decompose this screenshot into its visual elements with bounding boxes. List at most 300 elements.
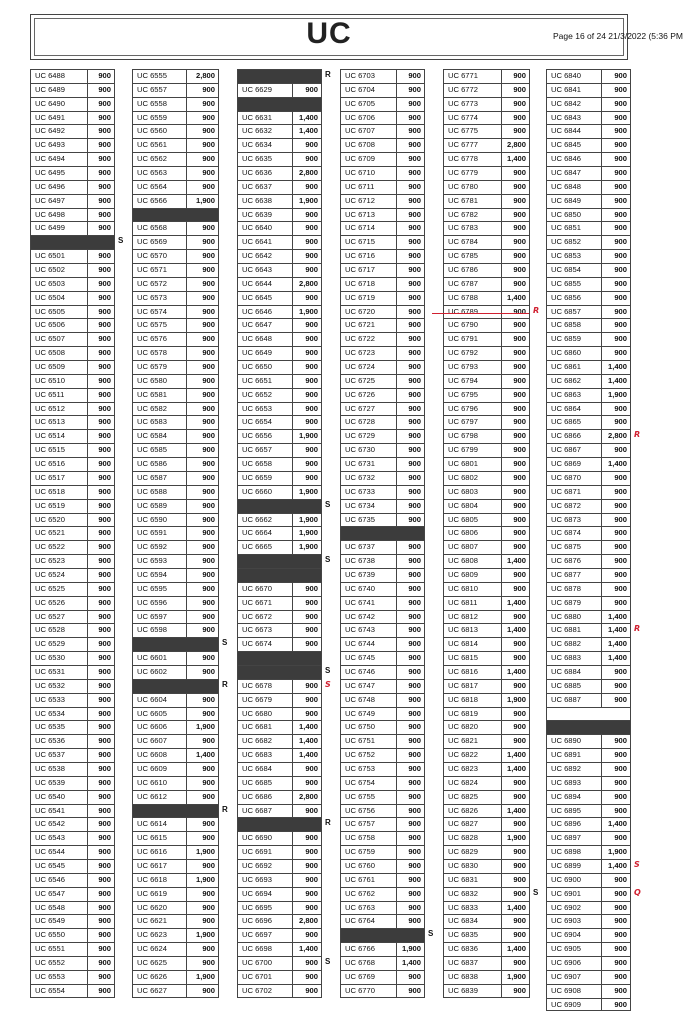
entry-code: UC 6549 (35, 916, 65, 926)
column-divider (501, 957, 502, 970)
column-divider (501, 652, 502, 665)
column-divider (396, 805, 397, 818)
entry-cell (30, 69, 115, 83)
column-divider (501, 749, 502, 762)
column-divider (501, 777, 502, 790)
column-divider (601, 832, 602, 845)
column-divider (87, 846, 88, 859)
entry-code: UC 6557 (137, 84, 167, 94)
entry-code: UC 6607 (137, 736, 167, 746)
entry-code: UC 6503 (35, 278, 65, 288)
status-mark: S (325, 679, 331, 689)
entry-code: UC 6785 (448, 251, 478, 261)
entry-cell (237, 859, 322, 873)
column-divider (601, 514, 602, 527)
entry-value: 900 (408, 985, 421, 995)
entry-code: UC 6839 (448, 985, 478, 995)
entry-value: 900 (408, 583, 421, 593)
entry-code: UC 6707 (345, 126, 375, 136)
entry-code: UC 6894 (551, 791, 581, 801)
column-divider (186, 721, 187, 734)
entry-cell (443, 831, 530, 845)
entry-cell (443, 526, 530, 540)
column-divider (501, 472, 502, 485)
entry-value: 900 (513, 500, 526, 510)
entry-cell (30, 443, 115, 457)
column-divider (396, 139, 397, 152)
entry-cell (340, 263, 425, 277)
entry-cell (30, 388, 115, 402)
entry-code: UC 6743 (345, 625, 375, 635)
column-divider (396, 333, 397, 346)
column-divider (601, 389, 602, 402)
entry-value: 900 (98, 251, 111, 261)
entry-value: 900 (98, 569, 111, 579)
entry-cell (443, 970, 530, 984)
column-divider (396, 167, 397, 180)
entry-value: 900 (98, 847, 111, 857)
entry-code: UC 6841 (551, 84, 581, 94)
entry-cell (30, 194, 115, 208)
column-divider (396, 888, 397, 901)
entry-value: 900 (98, 154, 111, 164)
entry-value: 900 (513, 514, 526, 524)
entry-code: UC 6783 (448, 223, 478, 233)
entry-cell (340, 720, 425, 734)
column-divider (601, 250, 602, 263)
column-divider (292, 250, 293, 263)
entry-cell (443, 859, 530, 873)
column-divider (501, 125, 502, 138)
column-divider (396, 181, 397, 194)
entry-value: 900 (614, 320, 627, 330)
entry-value: 900 (513, 126, 526, 136)
entry-cell (132, 83, 219, 97)
entry-code: UC 6852 (551, 237, 581, 247)
column-divider (186, 514, 187, 527)
column-divider (501, 694, 502, 707)
column-divider (292, 943, 293, 956)
column-divider (292, 638, 293, 651)
entry-value: 900 (614, 763, 627, 773)
entry-code: UC 6807 (448, 542, 478, 552)
entry-code: UC 6792 (448, 348, 478, 358)
entry-value: 900 (614, 805, 627, 815)
entry-value: 900 (98, 694, 111, 704)
entry-cell (132, 152, 219, 166)
column-divider (396, 763, 397, 776)
entry-cell (30, 415, 115, 429)
entry-value: 900 (408, 916, 421, 926)
entry-cell (237, 388, 322, 402)
column-divider (501, 721, 502, 734)
column-divider (396, 985, 397, 997)
entry-value: 900 (202, 389, 215, 399)
entry-code: UC 6829 (448, 847, 478, 857)
column-divider (292, 209, 293, 222)
entry-cell (132, 817, 219, 831)
status-mark: S (533, 887, 539, 897)
entry-value: 1,400 (401, 958, 421, 967)
entry-cell (546, 429, 631, 443)
entry-cell (30, 83, 115, 97)
entry-value: 900 (305, 625, 318, 635)
entry-value: 900 (408, 168, 421, 178)
column-divider (501, 430, 502, 443)
entry-cell (237, 235, 322, 249)
column-divider (186, 555, 187, 568)
entry-code: UC 6566 (137, 195, 167, 205)
entry-cell (443, 97, 530, 111)
entry-code: UC 6887 (551, 694, 581, 704)
entry-code: UC 6696 (242, 916, 272, 926)
entry-cell (443, 318, 530, 332)
entry-code: UC 6755 (345, 791, 375, 801)
entry-value: 900 (98, 833, 111, 843)
entry-value: 1,400 (298, 736, 318, 746)
entry-value: 900 (98, 112, 111, 122)
column-divider (186, 832, 187, 845)
entry-value: 900 (614, 306, 627, 316)
entry-value: 1,400 (607, 611, 627, 621)
status-mark: R (325, 70, 331, 79)
entry-value: 900 (614, 750, 627, 760)
page-info: Page 16 of 24 21/3/2022 (5:36 PM (553, 31, 683, 41)
entry-value: 900 (513, 847, 526, 857)
entry-code: UC 6572 (137, 278, 167, 288)
entry-cell (443, 540, 530, 554)
column-divider (601, 638, 602, 651)
entry-cell (237, 471, 322, 485)
column-divider (601, 749, 602, 762)
entry-value: 900 (305, 154, 318, 164)
entry-cell (30, 263, 115, 277)
entry-cell (132, 318, 219, 332)
entry-value: 900 (408, 403, 421, 413)
column-divider (501, 181, 502, 194)
entry-cell (30, 138, 115, 152)
entry-cell (340, 69, 425, 83)
entry-value: 900 (614, 888, 627, 898)
entry-value: 900 (614, 265, 627, 275)
column-divider (87, 666, 88, 679)
entry-code: UC 6514 (35, 431, 65, 441)
entry-code: UC 6713 (345, 209, 375, 219)
entry-code: UC 6774 (448, 112, 478, 122)
column-divider (601, 112, 602, 125)
entry-cell (237, 914, 322, 928)
entry-value: 900 (98, 680, 111, 690)
entry-code: UC 6770 (345, 985, 375, 995)
entry-value: 900 (305, 265, 318, 275)
entry-code: UC 6878 (551, 583, 581, 593)
column-divider (501, 680, 502, 693)
entry-value: 900 (614, 223, 627, 233)
entry-cell (443, 152, 530, 166)
entry-code: UC 6885 (551, 680, 581, 690)
entry-code: UC 6593 (137, 556, 167, 566)
entry-value: 900 (513, 251, 526, 261)
entry-code: UC 6825 (448, 791, 478, 801)
column-divider (87, 347, 88, 360)
entry-cell (30, 346, 115, 360)
entry-value: 900 (202, 472, 215, 482)
column-divider (87, 555, 88, 568)
entry-value: 2,800 (298, 168, 318, 178)
status-mark: R (533, 305, 540, 315)
entry-value: 1,900 (506, 833, 526, 843)
entry-code: UC 6804 (448, 500, 478, 510)
entry-value: 900 (98, 805, 111, 815)
entry-value: 900 (98, 930, 111, 940)
entry-value: 900 (408, 542, 421, 552)
entry-value: 900 (98, 71, 111, 80)
column-divider (501, 209, 502, 222)
entry-code: UC 6750 (345, 722, 375, 732)
entry-code: UC 6813 (448, 625, 478, 635)
entry-code: UC 6824 (448, 777, 478, 787)
column-divider (87, 652, 88, 665)
entry-code: UC 6748 (345, 694, 375, 704)
entry-cell (546, 69, 631, 83)
entry-cell (443, 83, 530, 97)
entry-cell (340, 346, 425, 360)
entry-cell (443, 804, 530, 818)
entry-value: 900 (513, 736, 526, 746)
entry-code: UC 6821 (448, 736, 478, 746)
column-divider (87, 278, 88, 291)
entry-cell (443, 984, 530, 998)
column-divider (601, 999, 602, 1011)
entry-code: UC 6511 (35, 389, 65, 399)
entry-value: 900 (98, 265, 111, 275)
entry-value: 1,900 (195, 722, 215, 732)
entry-cell (340, 665, 425, 679)
entry-code: UC 6879 (551, 597, 581, 607)
column-divider (501, 375, 502, 388)
entry-code: UC 6521 (35, 528, 65, 538)
entry-cell (132, 443, 219, 457)
entry-value: 900 (202, 944, 215, 954)
entry-code: UC 6638 (242, 195, 272, 205)
column-divider (186, 292, 187, 305)
entry-value: 900 (513, 98, 526, 108)
entry-code: UC 6909 (551, 999, 581, 1009)
entry-cell (132, 221, 219, 235)
entry-cell (340, 83, 425, 97)
entry-value: 900 (614, 348, 627, 358)
entry-cell (546, 540, 631, 554)
entry-value: 900 (614, 154, 627, 164)
entry-cell (443, 665, 530, 679)
entry-code: UC 6778 (448, 154, 478, 164)
entry-code: UC 6818 (448, 694, 478, 704)
entry-value: 1,400 (298, 126, 318, 136)
entry-value: 900 (98, 126, 111, 136)
entry-cell (340, 166, 425, 180)
column-divider (186, 597, 187, 610)
entry-value: 1,900 (607, 847, 627, 857)
entry-code: UC 6715 (345, 237, 375, 247)
entry-cell (132, 901, 219, 915)
entry-code: UC 6763 (345, 902, 375, 912)
entry-value: 900 (305, 375, 318, 385)
entry-value: 900 (513, 389, 526, 399)
entry-cell (30, 471, 115, 485)
entry-cell (443, 610, 530, 624)
column-divider (501, 458, 502, 471)
entry-value: 900 (98, 611, 111, 621)
entry-value: 900 (98, 653, 111, 663)
entry-value: 900 (408, 195, 421, 205)
entry-value: 900 (202, 445, 215, 455)
entry-value: 900 (408, 500, 421, 510)
entry-cell (340, 513, 425, 527)
column-divider (186, 125, 187, 138)
column-divider (501, 70, 502, 83)
entry-code: UC 6844 (551, 126, 581, 136)
entry-value: 900 (305, 680, 318, 690)
status-mark: S (325, 957, 331, 966)
entry-value: 900 (98, 971, 111, 981)
entry-value: 900 (305, 320, 318, 330)
column-divider (87, 430, 88, 443)
column-divider (396, 749, 397, 762)
entry-code: UC 6904 (551, 930, 581, 940)
entry-code: UC 6796 (448, 403, 478, 413)
column-divider (396, 541, 397, 554)
column-divider (501, 860, 502, 873)
column-divider (601, 458, 602, 471)
entry-code: UC 6554 (35, 985, 65, 995)
entry-code: UC 6873 (551, 514, 581, 524)
column-divider (601, 167, 602, 180)
entry-cell (30, 568, 115, 582)
column-divider (87, 333, 88, 346)
entry-value: 900 (408, 84, 421, 94)
entry-value: 900 (305, 833, 318, 843)
entry-cell (546, 554, 631, 568)
column-divider (292, 694, 293, 707)
entry-cell (340, 332, 425, 346)
column-divider (186, 943, 187, 956)
entry-value: 900 (513, 417, 526, 427)
entry-code: UC 6853 (551, 251, 581, 261)
entry-value: 900 (513, 112, 526, 122)
column-divider (186, 98, 187, 111)
entry-cell (237, 970, 322, 984)
entry-value: 1,400 (607, 362, 627, 372)
entry-code: UC 6517 (35, 472, 65, 482)
column-divider (396, 666, 397, 679)
column-divider (87, 569, 88, 582)
entry-value: 900 (98, 362, 111, 372)
column-divider (396, 708, 397, 721)
entry-value: 900 (98, 902, 111, 912)
entry-code: UC 6627 (137, 985, 167, 995)
entry-cell (546, 887, 631, 901)
entry-value: 900 (98, 459, 111, 469)
entry-value: 900 (98, 375, 111, 385)
entry-cell (443, 914, 530, 928)
entry-code: UC 6811 (448, 597, 478, 607)
column-divider (396, 611, 397, 624)
entry-value: 900 (614, 971, 627, 981)
entry-value: 900 (513, 639, 526, 649)
entry-code: UC 6579 (137, 362, 167, 372)
column-divider (396, 721, 397, 734)
column-divider (396, 444, 397, 457)
entry-code: UC 6906 (551, 958, 581, 967)
entry-code: UC 6647 (242, 320, 272, 330)
entry-code: UC 6629 (242, 84, 272, 94)
entry-cell (30, 817, 115, 831)
entry-cell (546, 471, 631, 485)
entry-cell (443, 873, 530, 887)
entry-code: UC 6851 (551, 223, 581, 233)
column-divider (186, 361, 187, 374)
entry-code: UC 6883 (551, 653, 581, 663)
entry-value: 900 (614, 569, 627, 579)
column-divider (601, 292, 602, 305)
entry-value: 900 (614, 237, 627, 247)
column-divider (186, 985, 187, 997)
entry-cell (340, 873, 425, 887)
column-divider (292, 971, 293, 984)
entry-code: UC 6869 (551, 459, 581, 469)
column-divider (292, 125, 293, 138)
column-divider (292, 915, 293, 928)
entry-value: 900 (408, 431, 421, 441)
entry-cell (340, 610, 425, 624)
entry-code: UC 6505 (35, 306, 65, 316)
entry-value: 900 (408, 874, 421, 884)
entry-cell (546, 263, 631, 277)
entry-code: UC 6842 (551, 98, 581, 108)
entry-code: UC 6728 (345, 417, 375, 427)
entry-cell (237, 679, 322, 693)
column-divider (292, 167, 293, 180)
column-divider (501, 805, 502, 818)
entry-value: 900 (408, 611, 421, 621)
column-divider (87, 818, 88, 831)
column-divider (501, 888, 502, 901)
entry-value: 900 (614, 694, 627, 704)
entry-value: 900 (408, 750, 421, 760)
column-divider (87, 597, 88, 610)
entry-value: 900 (614, 999, 627, 1009)
entry-code: UC 6645 (242, 292, 272, 302)
entry-cell (30, 582, 115, 596)
entry-cell (546, 346, 631, 360)
entry-code: UC 6559 (137, 112, 167, 122)
entry-cell (132, 554, 219, 568)
column-divider (87, 957, 88, 970)
column-divider (396, 347, 397, 360)
column-divider (87, 638, 88, 651)
entry-code: UC 6809 (448, 569, 478, 579)
entry-code: UC 6903 (551, 916, 581, 926)
column-divider (87, 167, 88, 180)
column-divider (87, 292, 88, 305)
entry-cell (546, 180, 631, 194)
entry-cell (546, 513, 631, 527)
entry-value: 900 (202, 486, 215, 496)
entry-value: 1,900 (506, 694, 526, 704)
column-divider (186, 888, 187, 901)
column-divider (292, 541, 293, 554)
column-divider (396, 430, 397, 443)
